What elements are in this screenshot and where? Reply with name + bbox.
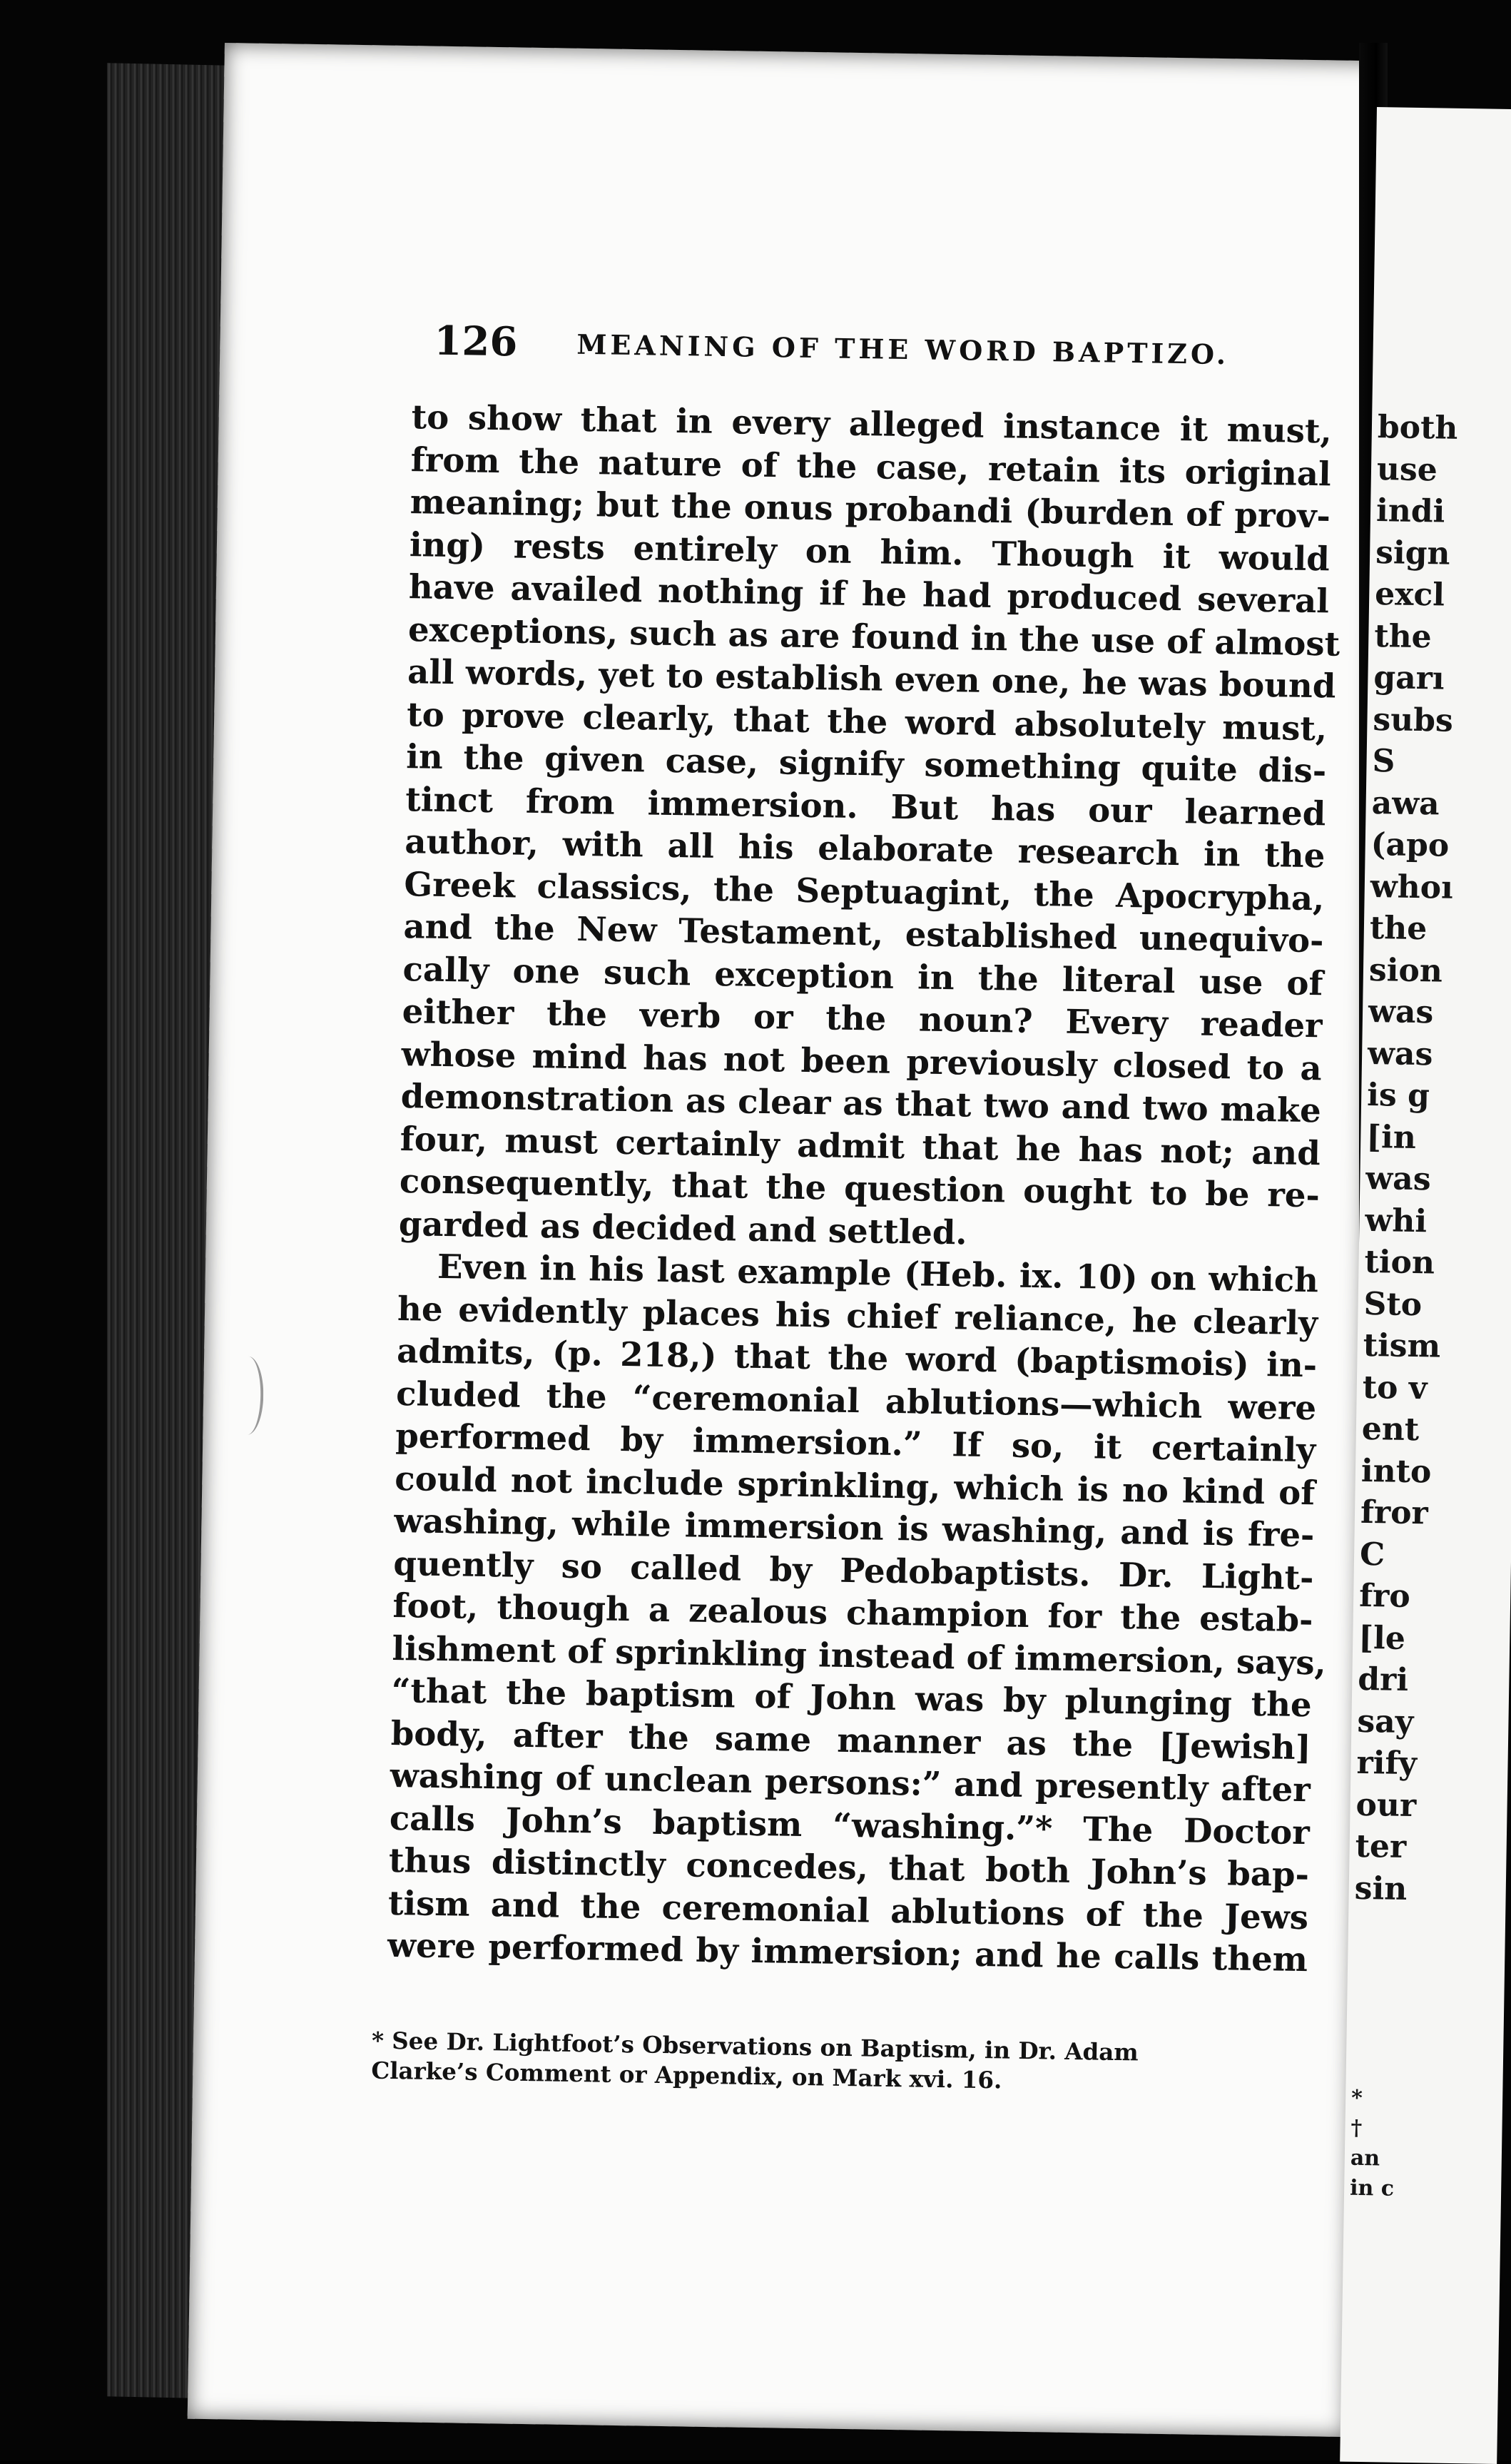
- text-line: either the verb or the noun? Every reader: [402, 991, 1323, 1045]
- adjacent-page-line: use: [1376, 450, 1438, 488]
- text-line: Even in his last example (Heb. ix. 10) on which: [437, 1246, 1319, 1300]
- adjacent-page-footnote-line: in c: [1349, 2175, 1395, 2201]
- text-line: tinct from immersion. But has our learned: [405, 779, 1326, 833]
- text-line: and the New Testament, established unequivo-: [403, 906, 1324, 960]
- adjacent-page-line: C: [1359, 1536, 1385, 1573]
- adjacent-page-line: both: [1377, 409, 1458, 447]
- adjacent-page-line: awa: [1371, 784, 1440, 822]
- text-line: were performed by immersion; and he calls them: [387, 1925, 1308, 1979]
- adjacent-page-footnote-line: *: [1350, 2085, 1363, 2111]
- adjacent-page-line: garı: [1373, 659, 1445, 697]
- adjacent-page-line: our: [1355, 1786, 1417, 1824]
- running-head: MEANING OF THE WORD BAPTIZO.: [576, 328, 1230, 371]
- adjacent-page-line: dri: [1357, 1661, 1409, 1698]
- adjacent-page-line: whoı: [1370, 868, 1454, 906]
- adjacent-page-line: [le: [1358, 1619, 1406, 1657]
- paragraph-1: [398, 395, 1340, 1259]
- adjacent-page-line: into: [1360, 1452, 1432, 1490]
- text-line: author, with all his elaborate research in the: [405, 821, 1326, 876]
- adjacent-page-line: ent: [1361, 1410, 1420, 1449]
- text-line: washing, while immersion is washing, and is fre-: [394, 1500, 1315, 1555]
- adjacent-page-line: Sto: [1363, 1285, 1423, 1323]
- adjacent-page-line: tism: [1363, 1327, 1441, 1365]
- adjacent-page-line: sign: [1375, 534, 1450, 572]
- text-line: meaning; but the onus probandi (burden of prov-: [409, 482, 1331, 536]
- text-line: tism and the ceremonial ablutions of the Jews: [387, 1882, 1309, 1937]
- text-line: “that the baptism of John was by plunging the: [391, 1670, 1313, 1725]
- adjacent-page-line: was: [1367, 1035, 1433, 1073]
- text-line: cluded the “ceremonial ablutions—which were: [395, 1373, 1317, 1427]
- adjacent-page-line: rify: [1356, 1744, 1418, 1783]
- text-line: thus distinctly concedes, that both John’s bap-: [388, 1840, 1310, 1895]
- footnote-line: Clarke’s Comment or Appendix, on Mark xvi. 16.: [371, 2056, 1002, 2094]
- adjacent-page-line: was: [1368, 993, 1434, 1031]
- text-line: cally one such exception in the literal use of: [402, 948, 1323, 1003]
- text-line: to prove clearly, that the word absolutely must,: [406, 694, 1328, 748]
- adjacent-page-line: excl: [1374, 576, 1445, 614]
- adjacent-page-line: [in: [1365, 1118, 1417, 1156]
- text-line: whose mind has not been previously closed to a: [401, 1033, 1323, 1087]
- text-line: from the nature of the case, retain its original: [410, 439, 1332, 493]
- page-header: [434, 318, 1376, 382]
- text-line: consequently, that the question ought to be re-: [399, 1161, 1321, 1215]
- adjacent-page-text: [1348, 407, 1511, 1912]
- adjacent-page-line: subs: [1373, 701, 1454, 739]
- text-line: all words, yet to establish even one, he was bound: [407, 652, 1336, 706]
- footnote: [371, 2026, 1313, 2101]
- adjacent-page-line: to v: [1362, 1369, 1428, 1406]
- adjacent-page-line: (apo: [1370, 826, 1450, 864]
- text-line: he evidently places his chief reliance, he clearly: [397, 1288, 1318, 1342]
- paragraph-2: [387, 1244, 1327, 1981]
- text-line: have availed nothing if he had produced several: [408, 567, 1330, 621]
- text-line: calls John’s baptism “washing.”* The Doctor: [389, 1798, 1311, 1852]
- body-text: [387, 395, 1340, 1980]
- adjacent-page-line: the: [1369, 909, 1428, 948]
- text-line: admits, (p. 218,) that the word (baptismois) in-: [396, 1331, 1318, 1385]
- book-page: [188, 43, 1384, 2437]
- adjacent-page-line: sin: [1354, 1870, 1408, 1907]
- adjacent-page-footnote: [1344, 2084, 1503, 2206]
- text-line: in the given case, signify something quite dis-: [405, 736, 1327, 791]
- text-line: body, after the same manner as the [Jewish]: [390, 1713, 1312, 1767]
- adjacent-page-line: S: [1372, 743, 1395, 780]
- adjacent-page-line: fro: [1358, 1577, 1411, 1615]
- adjacent-page-line: is g: [1366, 1076, 1430, 1115]
- text-line: demonstration as clear as that two and two make: [400, 1076, 1322, 1130]
- adjacent-page-footnote-line: an: [1350, 2145, 1380, 2171]
- adjacent-page-line: was: [1365, 1160, 1431, 1198]
- page-number: 126: [433, 317, 518, 366]
- text-line: four, must certainly admit that he has not; and: [400, 1118, 1321, 1172]
- text-line: foot, though a zealous champion for the estab-: [392, 1585, 1313, 1640]
- text-line: quently so called by Pedobaptists. Dr. Light-: [393, 1543, 1314, 1597]
- adjacent-page-line: the: [1373, 617, 1433, 655]
- adjacent-page-line: say: [1357, 1703, 1414, 1740]
- adjacent-page-line: tion: [1364, 1243, 1435, 1282]
- adjacent-page-line: whi: [1365, 1202, 1428, 1239]
- text-line: garded as decided and settled.: [398, 1203, 968, 1252]
- text-line: exceptions, such as are found in the use of almost: [407, 609, 1340, 664]
- text-line: ing) rests entirely on him. Though it would: [409, 524, 1331, 578]
- text-line: performed by immersion.” If so, it certainly: [395, 1416, 1316, 1470]
- footnote-line: * See Dr. Lightfoot’s Observations on Baptism, in Dr. Adam: [371, 2026, 1139, 2067]
- text-line: could not include sprinkling, which is no kind of: [395, 1458, 1316, 1512]
- adjacent-page-footnote-line: †: [1350, 2115, 1363, 2141]
- adjacent-page-line: sion: [1368, 951, 1443, 990]
- margin-mark: [231, 1356, 264, 1435]
- adjacent-page-line: fror: [1360, 1494, 1429, 1532]
- adjacent-page-line: ter: [1355, 1827, 1407, 1865]
- text-line: washing of unclean persons:” and presently after: [390, 1755, 1311, 1810]
- text-line: Greek classics, the Septuagint, the Apocrypha,: [404, 863, 1325, 918]
- text-line: lishment of sprinkling instead of immersion, says,: [392, 1628, 1327, 1683]
- text-line: to show that in every alleged instance it must,: [411, 397, 1333, 451]
- adjacent-page-line: indi: [1375, 492, 1445, 530]
